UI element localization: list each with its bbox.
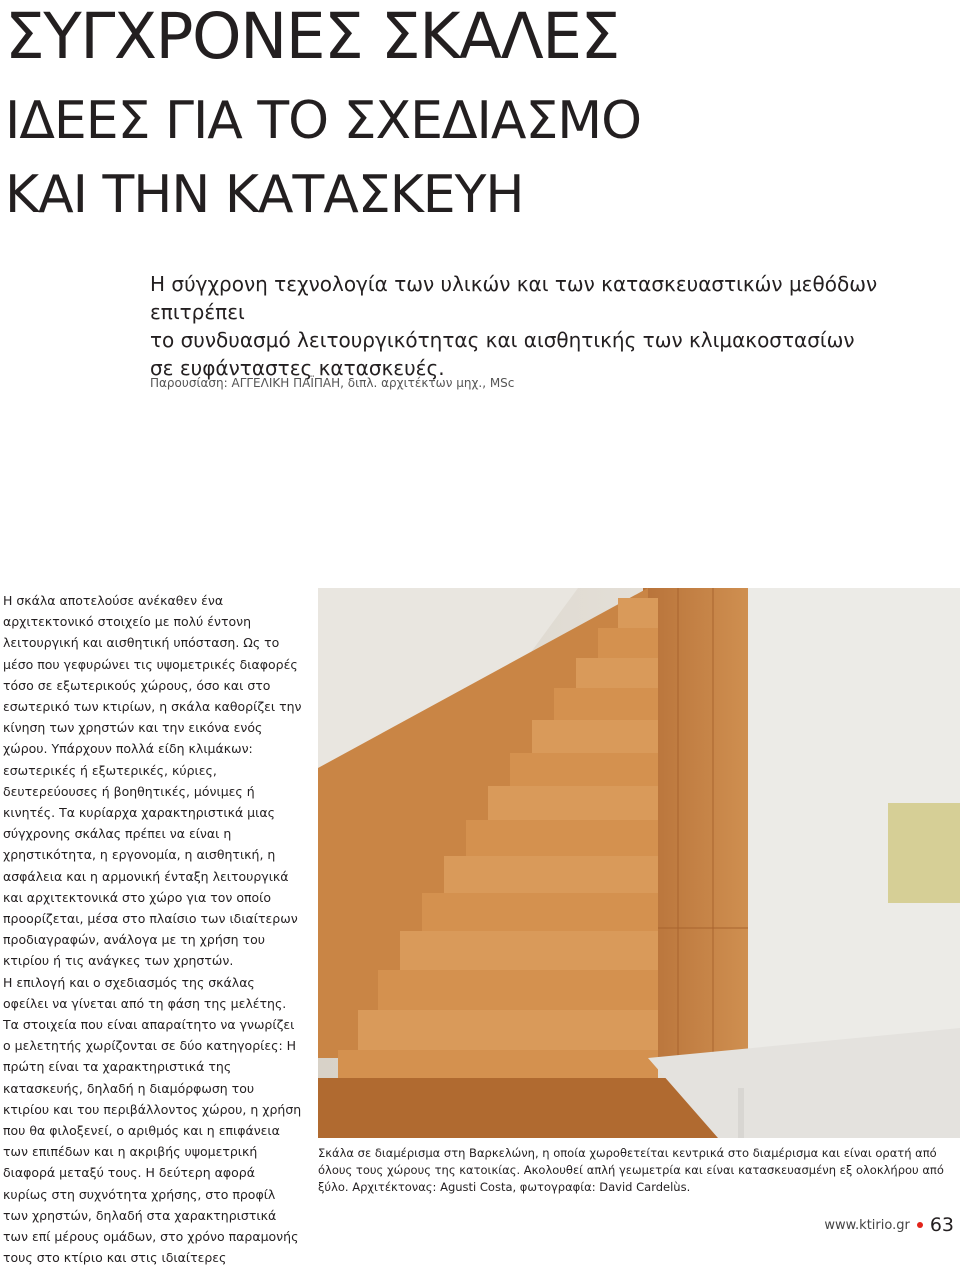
photo-caption: Σκάλα σε διαμέρισμα στη Βαρκελώνη, η οποία χωροθετείται κεντρικά στο διαμέρισμα και είναι ορατή από όλους τους χώρους της κατοικίας. Ακολουθεί απλή γεωμετρία και είναι κατασκευασμένη εξ ολοκλήρου από ξύλο. Αρχιτέκτονας: Agusti Costa, φωτογραφία: David Cardelùs. [318,1146,944,1194]
page-subtitle [5,84,955,232]
intro-line-1: Η σύγχρονη τεχνολογία των υλικών και των κατασκευαστικών μεθόδων επιτρέπει [150,272,878,324]
page-title: ΣΥΓΧΡΟΝΕΣ ΣΚΑΛΕΣ [5,0,619,73]
body-paragraph-1: Η σκάλα αποτελούσε ανέκαθεν ένα αρχιτεκτονικό στοιχείο με πολύ έντονη λειτουργική και αισθητική υπόσταση. Ως το μέσο που γεφυρώνει τις υψομετρικές διαφορές τόσο σε εξωτερικούς χώρους, όσο και στο εσωτερικό των κτιρίων, η σκάλα καθορίζει την κίνηση των χρηστών και την εικόνα ενός χώρου. Υπάρχουν πολλά είδη κλιμάκων: εσωτερικές ή εξωτερικές, κύριες, δευτερεύουσες ή βοηθητικές, μόνιμες ή κινητές. Τα κυρίαρχα χαρακτηριστικά μιας σύγχρονης σκάλας πρέπει να είναι η χρηστικότητα, η εργονομία, η αισθητική, η ασφάλεια και η αρμονική ένταξη λειτουργικά και αρχιτεκτονικά στο χώρο για τον οποίο προορίζεται, μέσα στο πλαίσιο των ιδιαίτερων προδιαγραφών, ανάλογα με τη χρήση του κτιρίου ή τις ανάγκες των χρηστών. [3,593,302,969]
bullet-dot-icon [917,1222,923,1228]
intro-line-3: σε ευφάνταστες κατασκευές. [150,356,445,380]
intro-line-2: το συνδυασμό λειτουργικότητας και αισθητικής των κλιμακοστασίων [150,328,855,352]
staircase-illustration [318,588,960,1138]
page-footer [824,1214,954,1236]
article-body [3,590,303,1269]
body-paragraph-2: Η επιλογή και ο σχεδιασμός της σκάλας οφείλει να γίνεται από τη φάση της μελέτης. Τα στοιχεία που είναι απαραίτητο να γνωρίζει ο μελετητής χωρίζονται σε δύο κατηγορίες: Η πρώτη είναι τα χαρακτηριστικά της κατασκευής, δηλαδή η διαμόρφωση του κτιρίου και του περιβάλλοντος χώρου, η χρήση που θα φιλοξενεί, ο αριθμός και η επιφάνεια των επιπέδων και η ακριβής υψομετρική διαφορά μεταξύ τους. Η δεύτερη αφορά κυρίως στη συχνότητα χρήσης, στο προφίλ των χρηστών, δηλαδή στα χαρακτηριστικά των επί μέρους ομάδων, στο χρόνο παραμονής τους στο κτίριο και στις ιδιαίτερες [3,974,302,1266]
window-light [888,803,960,903]
subtitle-line-1: ΙΔΕΕΣ ΓΙΑ ΤΟ ΣΧΕΔΙΑΣΜΟ [5,91,642,151]
intro-lead [150,270,930,382]
author-byline: Παρουσίαση: ΑΓΓΕΛΙΚΗ ΠΑΪΠΑΗ, διπλ. αρχιτέκτων μηχ., MSc [150,376,515,390]
page-number: 63 [929,1214,954,1236]
subtitle-line-2: ΚΑΙ ΤΗΝ ΚΑΤΑΣΚΕΥΗ [5,165,524,225]
website-link[interactable]: www.ktirio.gr [824,1217,910,1233]
wood-cabinet [643,588,748,1058]
staircase-photo [318,588,960,1138]
